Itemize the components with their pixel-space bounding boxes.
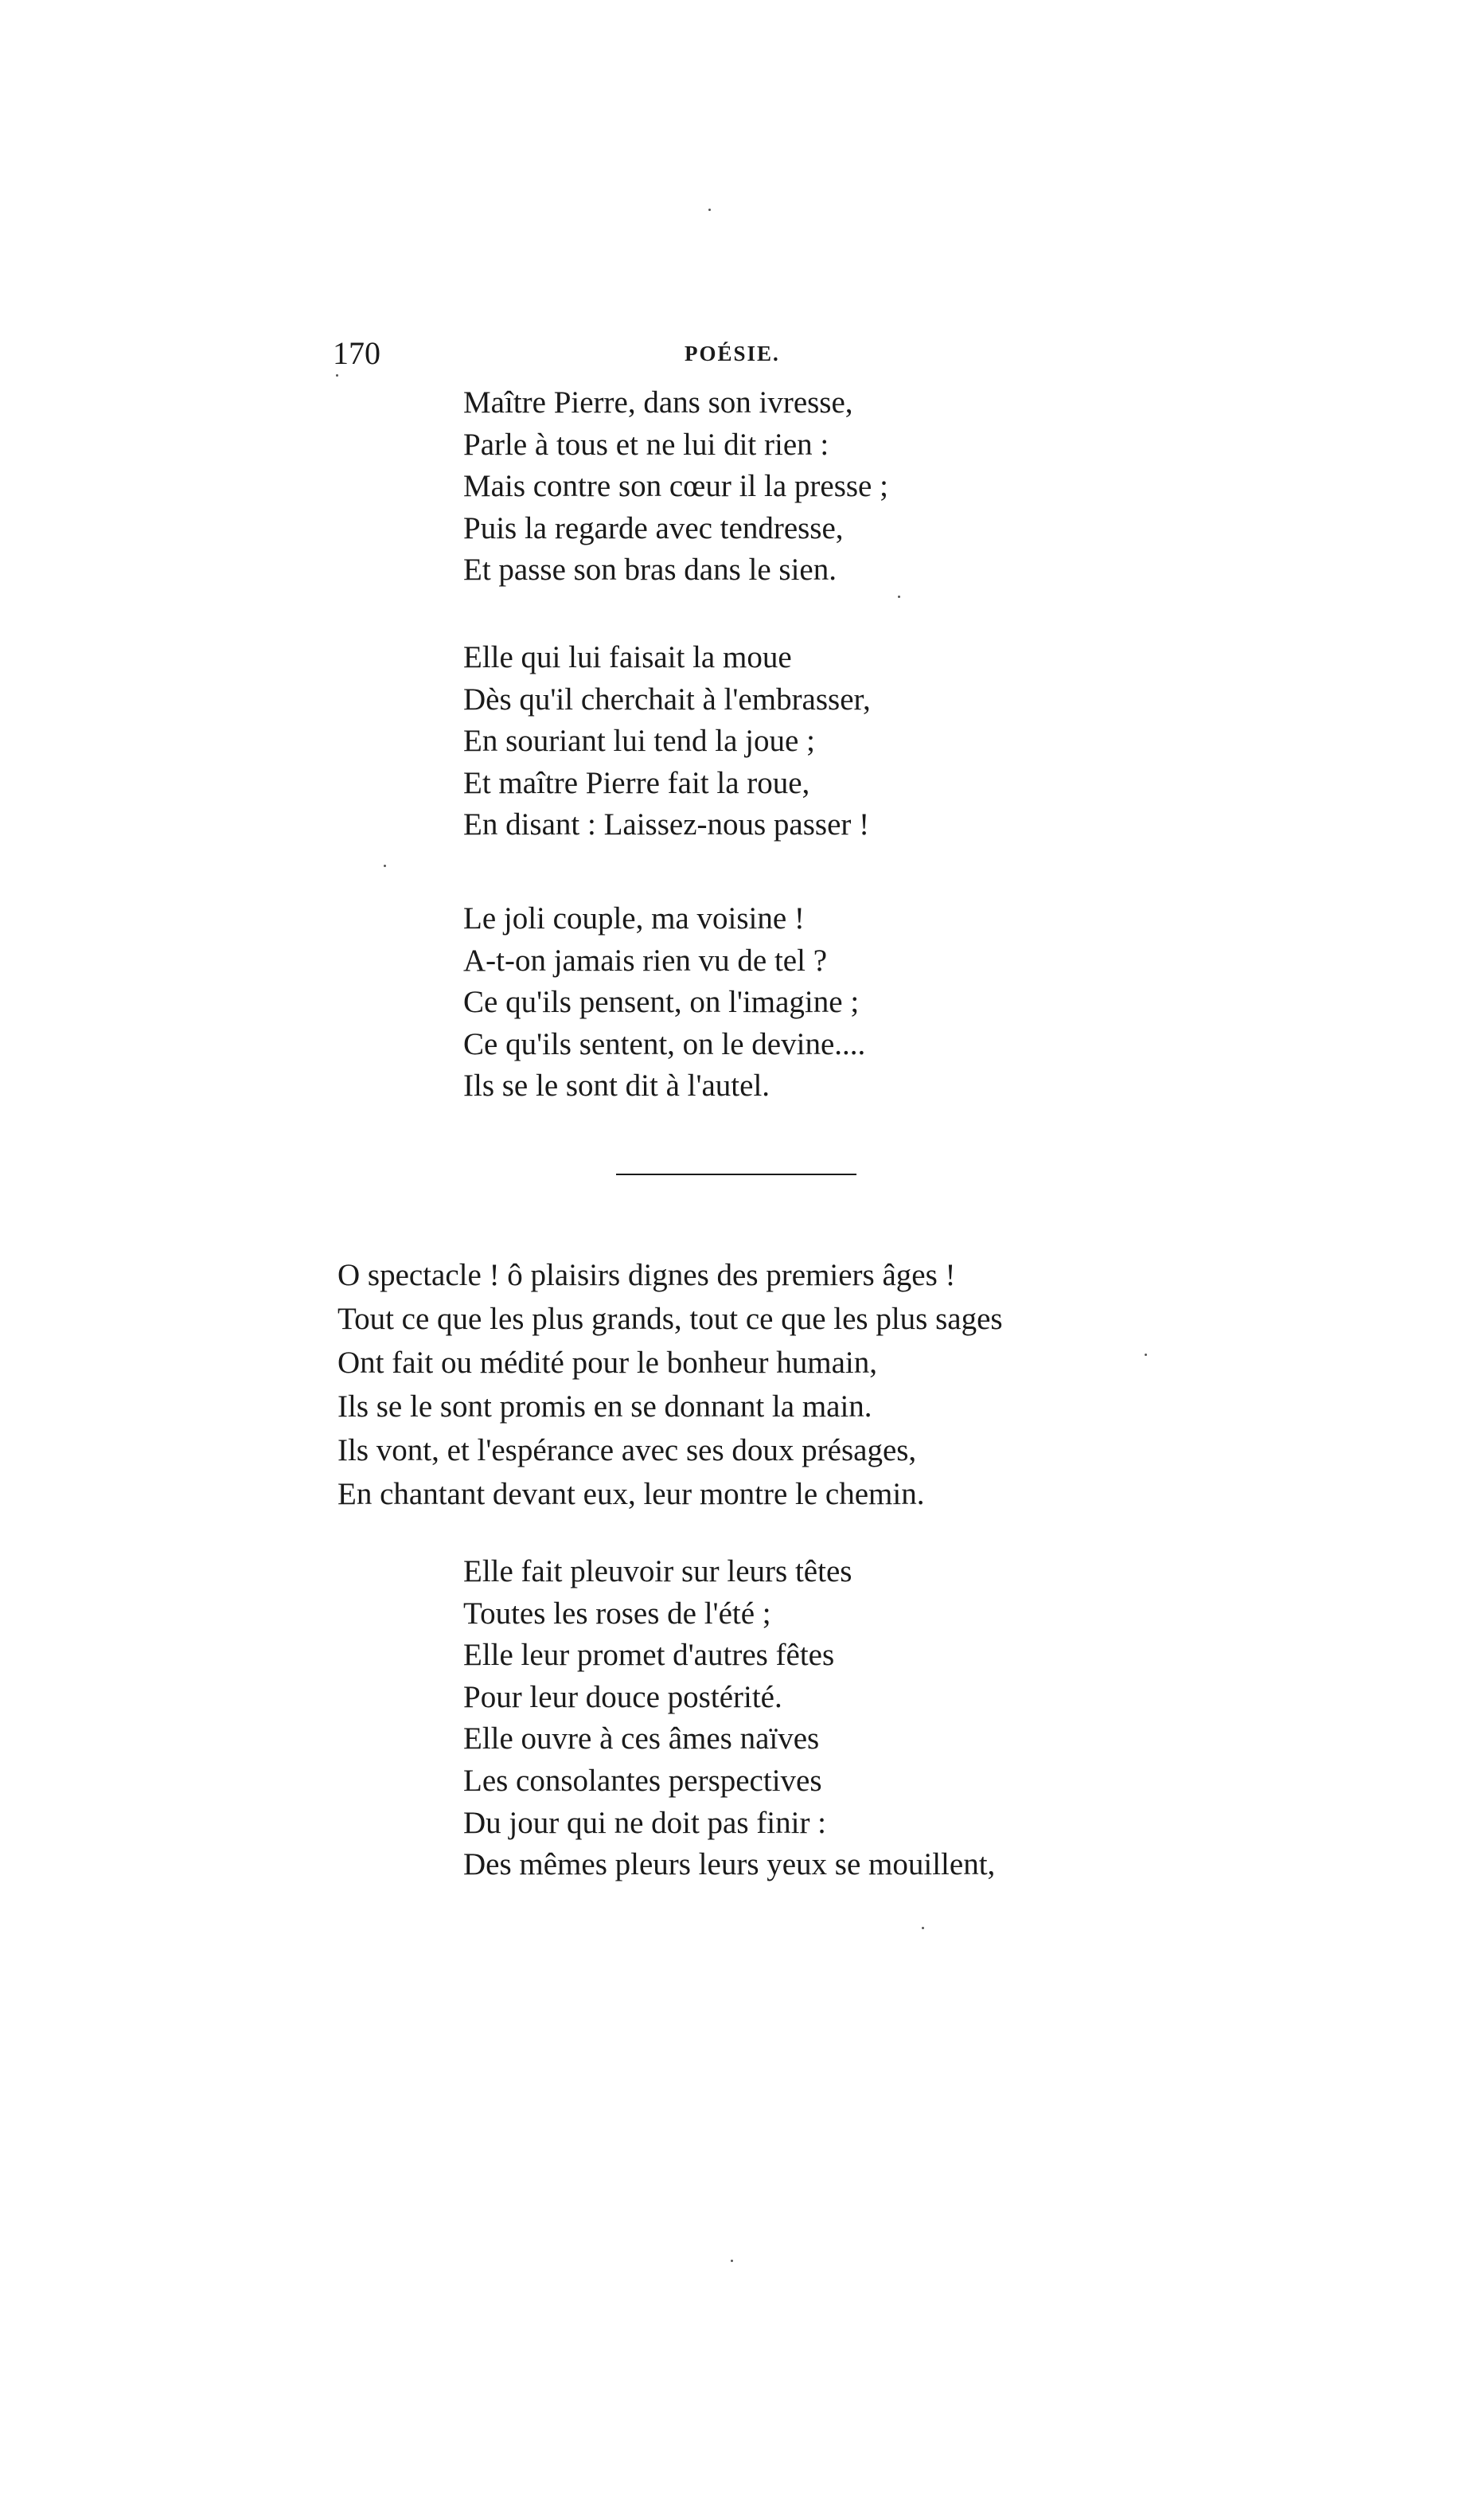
verse-line: En disant : Laissez-nous passer ! — [463, 807, 870, 842]
paper-speck — [1145, 1354, 1147, 1356]
verse-line: Et passe son bras dans le sien. — [463, 553, 837, 588]
verse-line: Maître Pierre, dans son ivresse, — [463, 385, 853, 420]
verse-line: Mais contre son cœur il la presse ; — [463, 469, 888, 504]
verse-line: Du jour qui ne doit pas finir : — [463, 1805, 827, 1840]
running-title: POÉSIE. — [685, 342, 780, 365]
paper-speck — [384, 865, 386, 867]
paper-speck — [922, 1927, 924, 1929]
paper-speck — [731, 2260, 733, 2262]
verse-line: Pour leur douce postérité. — [463, 1679, 782, 1714]
verse-line: Puis la regarde avec tendresse, — [463, 510, 844, 545]
verse-line: Les consolantes perspectives — [463, 1763, 822, 1798]
section-divider — [616, 1174, 856, 1175]
verse-line: Ce qu'ils pensent, on l'imagine ; — [463, 985, 860, 1020]
stanza-5 — [463, 1551, 995, 1886]
verse-line: O spectacle ! ô plaisirs dignes des premiers âges ! — [337, 1258, 956, 1292]
stanza-1 — [463, 382, 888, 592]
paper-speck — [708, 209, 711, 211]
verse-line: En chantant devant eux, leur montre le chemin. — [337, 1477, 925, 1511]
verse-line: Ils se le sont promis en se donnant la main. — [337, 1389, 872, 1424]
verse-line: A-t-on jamais rien vu de tel ? — [463, 943, 828, 978]
verse-line: Elle ouvre à ces âmes naïves — [463, 1721, 820, 1756]
verse-line: Tout ce que les plus grands, tout ce que les plus sages — [337, 1302, 1003, 1336]
verse-line: Parle à tous et ne lui dit rien : — [463, 427, 829, 462]
verse-line: Elle fait pleuvoir sur leurs têtes — [463, 1554, 852, 1588]
verse-line: En souriant lui tend la joue ; — [463, 724, 815, 759]
verse-line: Dès qu'il cherchait à l'embrasser, — [463, 682, 871, 717]
verse-line: Ont fait ou médité pour le bonheur humain, — [337, 1346, 878, 1380]
verse-line: Elle qui lui faisait la moue — [463, 640, 792, 674]
stanza-2 — [463, 637, 871, 846]
verse-line: Toutes les roses de l'été ; — [463, 1596, 771, 1631]
paper-speck — [898, 596, 900, 598]
paper-speck — [336, 374, 338, 377]
verse-line: Ils vont, et l'espérance avec ses doux présages, — [337, 1433, 917, 1467]
verse-line: Des mêmes pleurs leurs yeux se mouillent, — [463, 1847, 996, 1882]
verse-line: Ils se le sont dit à l'autel. — [463, 1069, 770, 1104]
verse-line: Ce qu'ils sentent, on le devine.... — [463, 1026, 866, 1061]
page-number: 170 — [333, 335, 380, 371]
stanza-4 — [337, 1253, 1003, 1516]
verse-line: Elle leur promet d'autres fêtes — [463, 1638, 835, 1673]
verse-line: Le joli couple, ma voisine ! — [463, 901, 805, 936]
stanza-3 — [463, 898, 865, 1108]
verse-line: Et maître Pierre fait la roue, — [463, 765, 810, 800]
